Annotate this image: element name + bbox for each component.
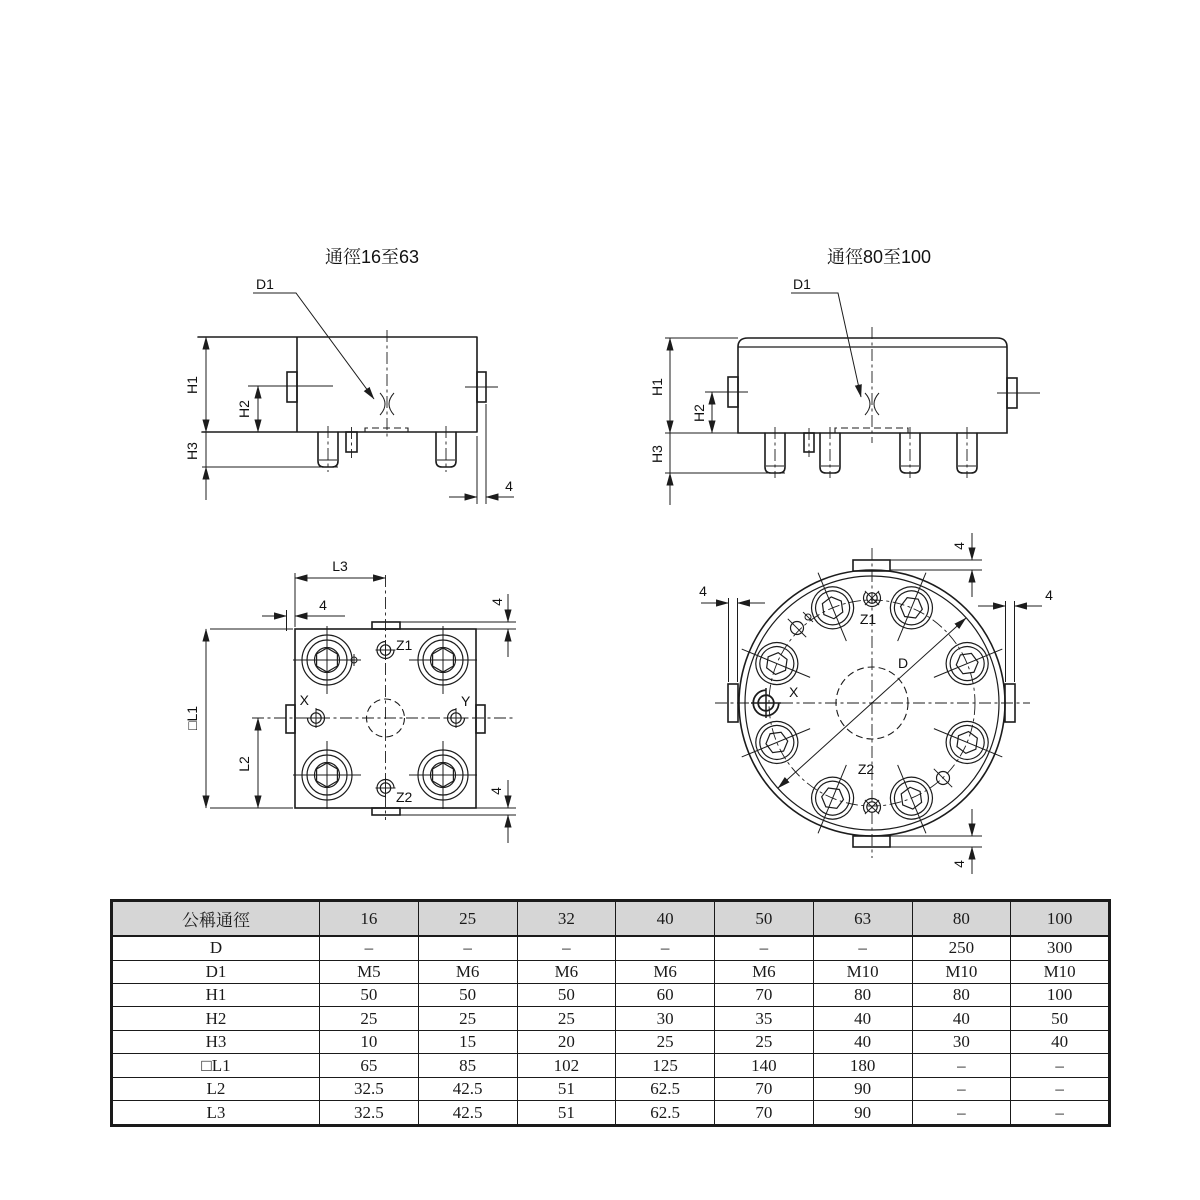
port-label-z2-square: Z2 [396, 789, 413, 805]
cell-value: 70 [715, 983, 814, 1006]
drain-hole [929, 764, 957, 792]
dim-label-4-round-top: 4 [951, 542, 967, 550]
dim-label-l3: L3 [332, 558, 348, 574]
cell-value: 25 [616, 1030, 715, 1053]
cell-value: 40 [1011, 1030, 1110, 1053]
cell-value: 250 [912, 936, 1011, 960]
cell-value: 140 [715, 1054, 814, 1077]
table-row-□L1 [112, 1054, 1110, 1077]
cell-value: 32.5 [320, 1077, 419, 1100]
row-label: H2 [112, 1007, 320, 1030]
col-header-size-32: 32 [517, 901, 616, 937]
cell-value: M6 [517, 960, 616, 983]
row-label: D1 [112, 960, 320, 983]
cell-value: 300 [1011, 936, 1110, 960]
cell-value: 35 [715, 1007, 814, 1030]
table-row-H1 [112, 983, 1110, 1006]
spec-table-wrap [110, 899, 1111, 1127]
side-lug-left [287, 372, 297, 402]
d1-label-large-view: D1 [793, 276, 811, 292]
cell-value: – [912, 1054, 1011, 1077]
cell-value: 40 [912, 1007, 1011, 1030]
row-label: D [112, 936, 320, 960]
col-header-param: 公稱通徑 [112, 901, 320, 937]
cell-value: – [1011, 1077, 1110, 1100]
small-pin-hole [801, 610, 815, 624]
cell-value: 30 [912, 1030, 1011, 1053]
socket-screw-boss [293, 741, 361, 809]
cell-value: 80 [912, 983, 1011, 1006]
dim-label-4-tab-top: 4 [489, 598, 505, 606]
dim-label-l1: □L1 [184, 705, 200, 731]
dim-label-h2-small: H2 [236, 400, 252, 418]
cell-value: 60 [616, 983, 715, 1006]
dim-label-4-round-bottom: 4 [951, 860, 967, 868]
cell-value: – [813, 936, 912, 960]
cell-value: 51 [517, 1101, 616, 1126]
cell-value: 30 [616, 1007, 715, 1030]
side-view-large [649, 247, 1040, 505]
dim-label-4-round-left: 4 [699, 583, 707, 599]
cell-value: M10 [912, 960, 1011, 983]
row-label: □L1 [112, 1054, 320, 1077]
cell-value: M6 [715, 960, 814, 983]
cell-value: – [715, 936, 814, 960]
dim-label-4-tab-left: 4 [319, 597, 327, 613]
dim-label-4-round-right: 4 [1045, 587, 1053, 603]
dim-label-d: D [898, 655, 909, 671]
cell-value: 125 [616, 1054, 715, 1077]
cell-value: 85 [418, 1054, 517, 1077]
cell-value: 90 [813, 1101, 912, 1126]
cell-value: – [1011, 1101, 1110, 1126]
col-header-size-16: 16 [320, 901, 419, 937]
col-header-size-40: 40 [616, 901, 715, 937]
table-row-H2 [112, 1007, 1110, 1030]
cell-value: 40 [813, 1030, 912, 1053]
cell-value: 40 [813, 1007, 912, 1030]
port-label-z1-round: Z1 [859, 611, 877, 627]
cell-value: 100 [1011, 983, 1110, 1006]
cell-value: M6 [418, 960, 517, 983]
tab-bottom [853, 836, 890, 847]
cell-value: M10 [813, 960, 912, 983]
top-view-round [699, 533, 1053, 874]
tab-right [476, 705, 485, 733]
col-header-size-25: 25 [418, 901, 517, 937]
cell-value: 25 [715, 1030, 814, 1053]
d1-leader-line [791, 293, 861, 397]
port-label-z2-round: Z2 [857, 761, 875, 777]
dimension-spec-table [110, 899, 1111, 1127]
port-label-y-square: Y [461, 693, 471, 709]
cell-value: 10 [320, 1030, 419, 1053]
view-title-small: 通徑16至63 [324, 247, 420, 267]
cell-value: M6 [616, 960, 715, 983]
cell-value: 62.5 [616, 1101, 715, 1126]
table-row-D1 [112, 960, 1110, 983]
cell-value: 102 [517, 1054, 616, 1077]
table-row-D [112, 936, 1110, 960]
dim-label-4-tab-bottom: 4 [488, 787, 504, 795]
dim-label-4-small: 4 [505, 478, 513, 494]
row-label: H1 [112, 983, 320, 1006]
cell-value: 32.5 [320, 1101, 419, 1126]
table-row-L2 [112, 1077, 1110, 1100]
cell-value: M5 [320, 960, 419, 983]
cell-value: – [912, 1077, 1011, 1100]
cell-value: – [418, 936, 517, 960]
cell-value: – [1011, 1054, 1110, 1077]
col-header-size-63: 63 [813, 901, 912, 937]
cell-value: 25 [320, 1007, 419, 1030]
socket-screw-boss [409, 626, 477, 694]
dim-label-h2-large: H2 [691, 404, 707, 422]
cell-value: 50 [418, 983, 517, 1006]
dim-label-h1-large: H1 [649, 378, 665, 396]
cell-value: 15 [418, 1030, 517, 1053]
cell-value: 50 [320, 983, 419, 1006]
cell-value: 25 [418, 1007, 517, 1030]
cell-value: – [912, 1101, 1011, 1126]
cell-value: 42.5 [418, 1101, 517, 1126]
cell-value: 50 [517, 983, 616, 1006]
cell-value: 42.5 [418, 1077, 517, 1100]
cell-value: 180 [813, 1054, 912, 1077]
cell-value: 80 [813, 983, 912, 1006]
row-label: L3 [112, 1101, 320, 1126]
socket-screw-boss [409, 741, 477, 809]
top-view-square [184, 558, 516, 843]
col-header-size-100: 100 [1011, 901, 1110, 937]
side-view-small [184, 247, 514, 504]
table-row-H3 [112, 1030, 1110, 1053]
tab-left [286, 705, 295, 733]
cell-value: 70 [715, 1101, 814, 1126]
cell-value: 62.5 [616, 1077, 715, 1100]
dim-label-h3-small: H3 [184, 442, 200, 460]
port-label-z1-square: Z1 [396, 637, 413, 653]
d1-label-small-view: D1 [256, 276, 274, 292]
cell-value: 50 [1011, 1007, 1110, 1030]
cell-value: – [320, 936, 419, 960]
dim-label-l2: L2 [236, 756, 252, 772]
view-title-large: 通徑80至100 [826, 247, 932, 267]
tab-top [372, 622, 400, 629]
spec-table-body [112, 936, 1110, 1126]
tab-bottom [372, 808, 400, 815]
drain-hole [783, 614, 811, 642]
cell-value: 90 [813, 1077, 912, 1100]
cell-value: – [616, 936, 715, 960]
table-row-L3 [112, 1101, 1110, 1126]
col-header-size-80: 80 [912, 901, 1011, 937]
cell-value: 51 [517, 1077, 616, 1100]
dim-label-h3-large: H3 [649, 445, 665, 463]
cell-value: M10 [1011, 960, 1110, 983]
spec-table-head-row [112, 901, 1110, 937]
col-header-size-50: 50 [715, 901, 814, 937]
cell-value: 25 [517, 1007, 616, 1030]
row-label: L2 [112, 1077, 320, 1100]
row-label: H3 [112, 1030, 320, 1053]
port-label-x-round: X [789, 684, 799, 700]
cell-value: 70 [715, 1077, 814, 1100]
dim-label-h1-small: H1 [184, 376, 200, 394]
d1-leader-line [253, 293, 374, 399]
cell-value: 65 [320, 1054, 419, 1077]
cell-value: – [517, 936, 616, 960]
cell-value: 20 [517, 1030, 616, 1053]
port-label-x-square: X [299, 692, 309, 708]
